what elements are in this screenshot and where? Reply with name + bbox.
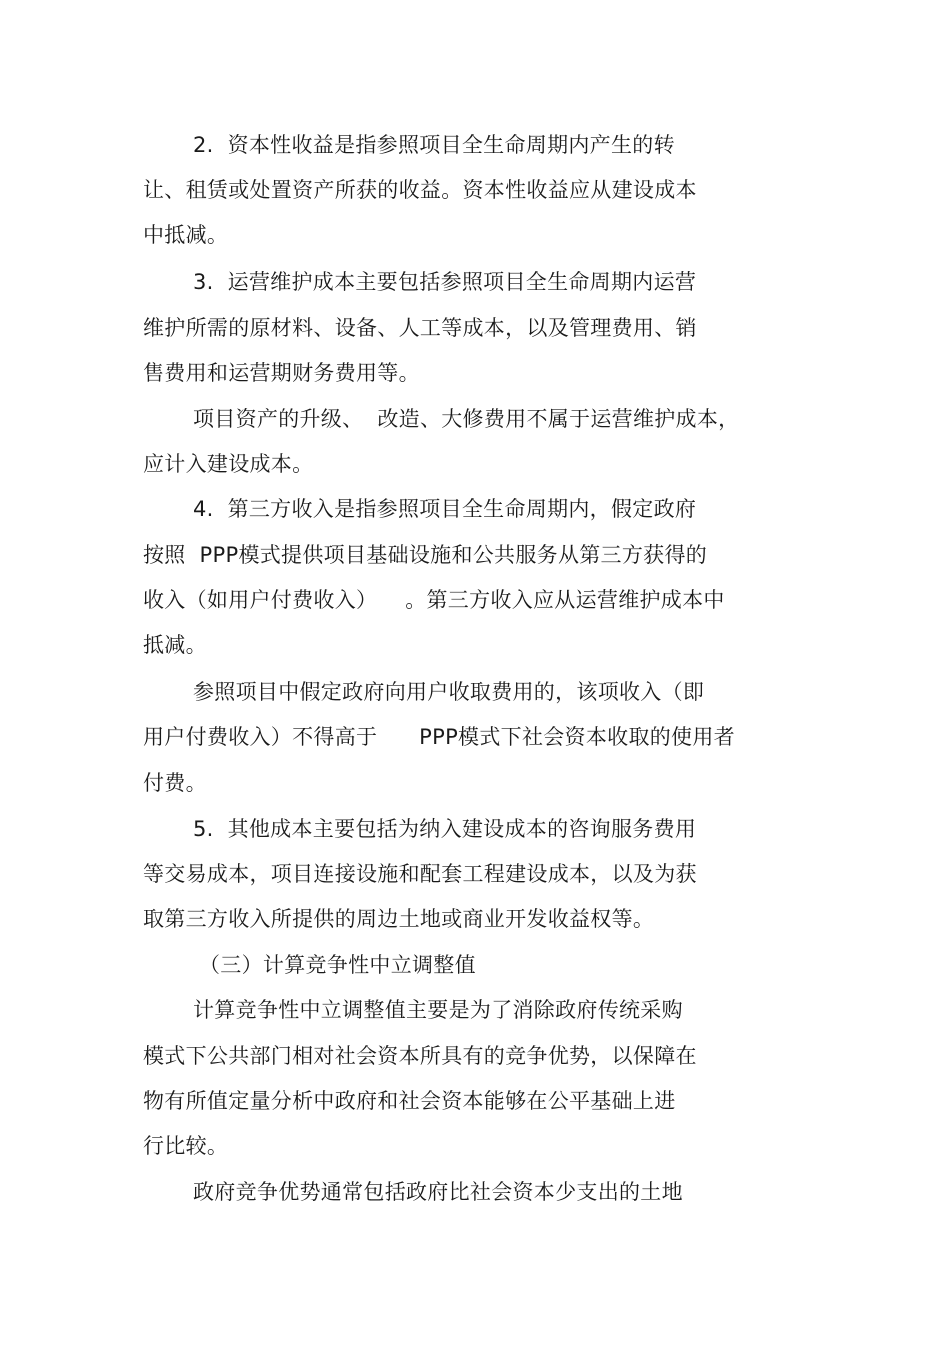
text-line: 等交易成本，项目连接设施和配套工程建设成本，以及为获 — [143, 862, 697, 886]
text-line: 2. 资本性收益是指参照项目全生命周期内产生的转 — [193, 133, 675, 157]
text-line: 取第三方收入所提供的周边土地或商业开发收益权等。 — [143, 907, 655, 931]
section-heading: （三）计算竞争性中立调整值 — [199, 953, 476, 977]
text-line: 应计入建设成本。 — [143, 452, 314, 476]
text-line: 用户付费收入）不得高于 PPP模式下社会资本收取的使用者 — [143, 725, 735, 749]
text-line: 政府竞争优势通常包括政府比社会资本少支出的土地 — [193, 1180, 683, 1204]
text-line: 3. 运营维护成本主要包括参照项目全生命周期内运营 — [193, 270, 697, 294]
text-line: 维护所需的原材料、设备、人工等成本，以及管理费用、销 — [143, 316, 697, 340]
text-line: 售费用和运营期财务费用等。 — [143, 361, 420, 385]
text-line: 计算竞争性中立调整值主要是为了消除政府传统采购 — [193, 998, 683, 1022]
text-line: 物有所值定量分析中政府和社会资本能够在公平基础上进 — [143, 1089, 676, 1113]
text-line: 让、租赁或处置资产所获的收益。资本性收益应从建设成本 — [143, 178, 697, 202]
text-line: 付费。 — [143, 771, 207, 795]
text-line: 抵减。 — [143, 633, 207, 657]
text-line: 收入（如用户付费收入） 。第三方收入应从运营维护成本中 — [143, 588, 725, 612]
text-line: 模式下公共部门相对社会资本所具有的竞争优势，以保障在 — [143, 1044, 697, 1068]
text-line: 4. 第三方收入是指参照项目全生命周期内，假定政府 — [193, 497, 697, 521]
text-line: 按照 PPP模式提供项目基础设施和公共服务从第三方获得的 — [143, 543, 708, 567]
text-line: 5. 其他成本主要包括为纳入建设成本的咨询服务费用 — [193, 817, 697, 841]
text-line: 中抵减。 — [143, 223, 229, 247]
text-line: 行比较。 — [143, 1134, 229, 1158]
text-line: 项目资产的升级、 改造、大修费用不属于运营维护成本， — [193, 407, 740, 431]
text-line: 参照项目中假定政府向用户收取费用的，该项收入（即 — [193, 680, 705, 704]
